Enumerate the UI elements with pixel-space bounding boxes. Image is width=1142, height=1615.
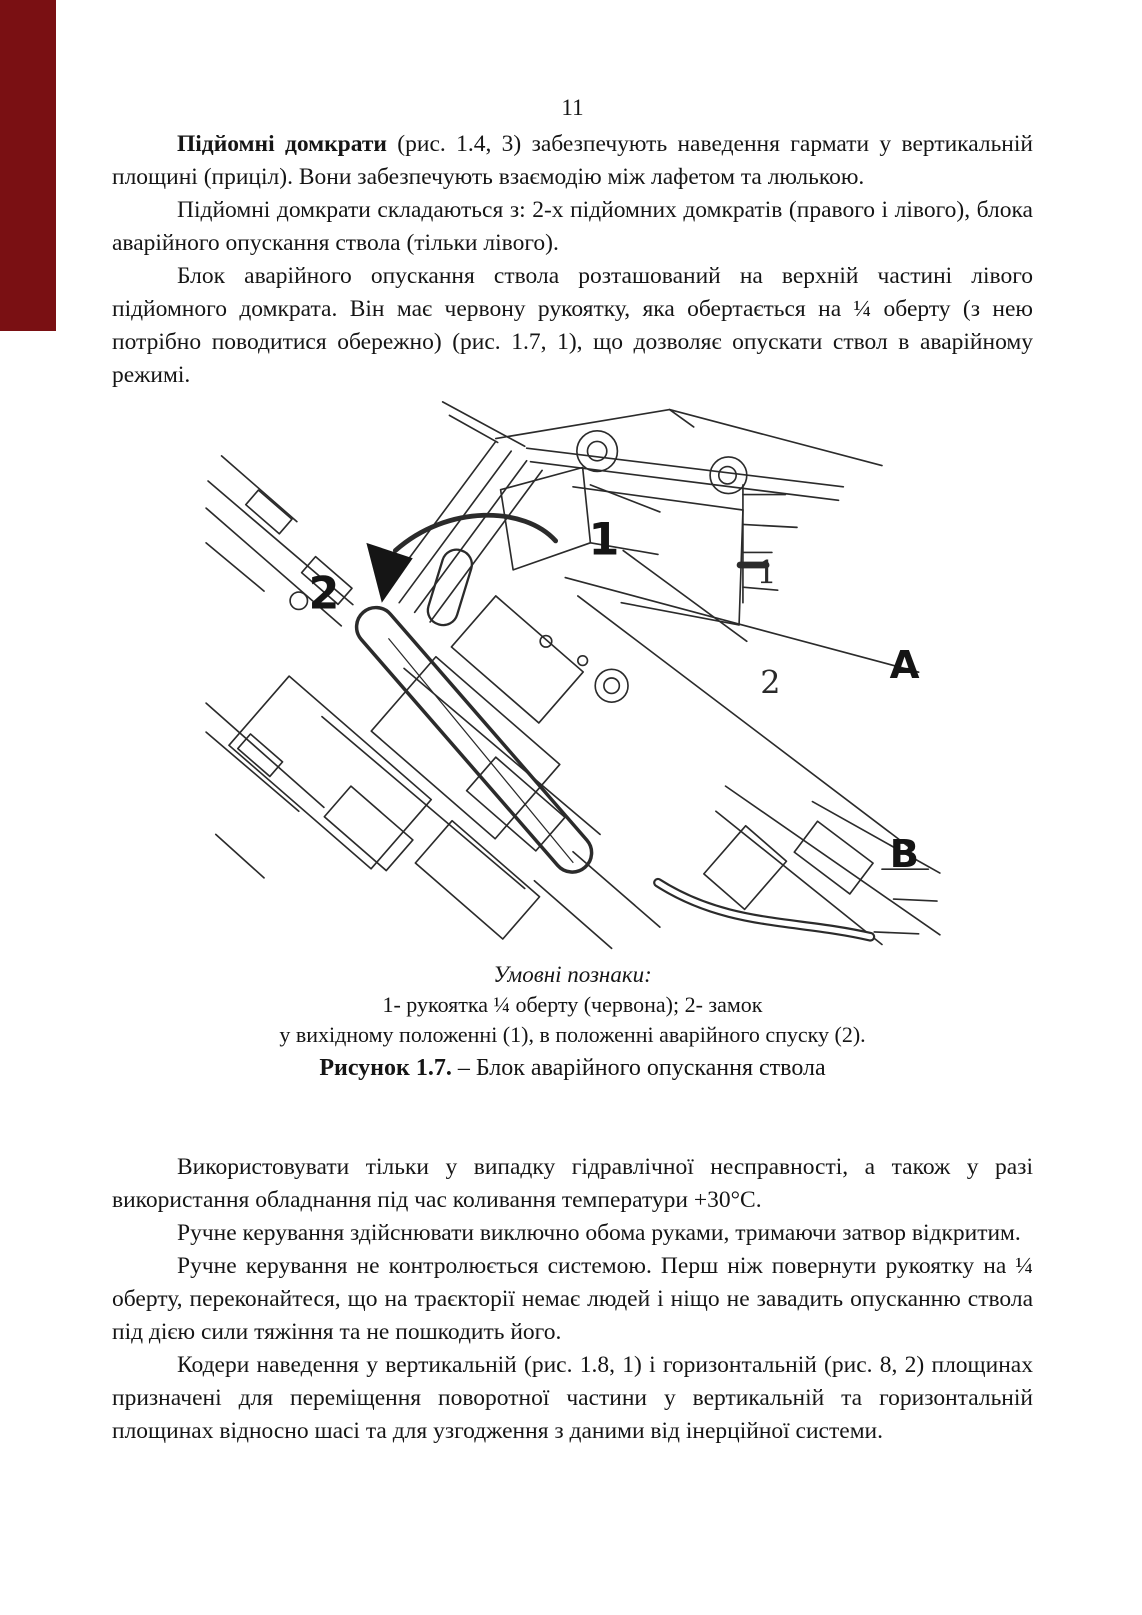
paragraph-lifting-jacks xyxy=(112,128,1033,194)
figure-legend-title: Умовні познаки: xyxy=(493,962,652,987)
scan-edge-artifact xyxy=(0,0,56,331)
emergency-lowering-block-diagram xyxy=(193,398,953,958)
figure-caption-text: – Блок аварійного опускання ствола xyxy=(451,1055,826,1081)
paragraph-manual-not-controlled: Ручне керування не контролюється системою. Перш ніж повернути рукоятку на ¼ оберту, переконайтеся, що на траєкторії немає людей і ніщо не завадить опусканню ствола під дією сили тяжіння та не пошкодить його. xyxy=(112,1253,1033,1345)
figure-label-view-b: B xyxy=(889,832,919,878)
paragraph-jack-composition: Підйомні домкрати складаються з: 2-х підйомних домкратів (правого і лівого), блока аварійного опускання ствола (тільки лівого). xyxy=(112,197,1033,256)
paragraph-coders: Кодери наведення у вертикальній (рис. 1.8, 1) і горизонтальній (рис. 8, 2) площинах призначені для переміщення поворотної частини у вертикальній та горизонтальній площинах відносно шасі та для узгодження з даними від інерційної системи. xyxy=(112,1352,1033,1444)
paragraph-use-only-hydraulic: Використовувати тільки у випадку гідравлічної несправності, а також у разі використання обладнання під час коливання температури +30°С. xyxy=(112,1154,1033,1213)
figure-1-7-drawing xyxy=(193,398,953,958)
paragraph-lead-rest: (рис. 1.4, 3) забезпечують наведення гармати у вертикальній площині (приціл). Вони забезпечують взаємодію між лафетом та люлькою. xyxy=(112,131,1033,190)
figure-label-lock-2: 2 xyxy=(307,568,339,620)
paragraph-manual-two-hands: Ручне керування здійснювати виключно обома руками, тримаючи затвор відкритим. xyxy=(177,1220,1021,1246)
figure-caption xyxy=(112,1052,1033,1085)
figure-label-position-2: 2 xyxy=(759,663,781,702)
figure-label-view-a: A xyxy=(889,643,920,688)
figure-label-handle-1: 1 xyxy=(587,514,619,566)
figure-caption-number: Рисунок 1.7. xyxy=(319,1055,452,1081)
page-content xyxy=(112,96,1033,1448)
figure-label-position-1: 1 xyxy=(755,553,777,592)
figure-legend-line-1: 1- рукоятка ¼ оберту (червона); 2- замок xyxy=(382,992,763,1017)
paragraph-lead-bold: Підйомні домкрати xyxy=(177,131,387,157)
paragraph-emergency-block: Блок аварійного опускання ствола розташований на верхній частині лівого підйомного домкрата. Він має червону рукоятку, яка обертається на ¼ оберту (з нею потрібно поводитися обережно) (рис. 1.7, 1), що дозволяє опускати ствол в аварійному режимі. xyxy=(112,263,1033,388)
page-number: 11 xyxy=(561,95,584,120)
figure-legend-line-2: у вихідному положенні (1), в положенні аварійного спуску (2). xyxy=(279,1022,866,1047)
